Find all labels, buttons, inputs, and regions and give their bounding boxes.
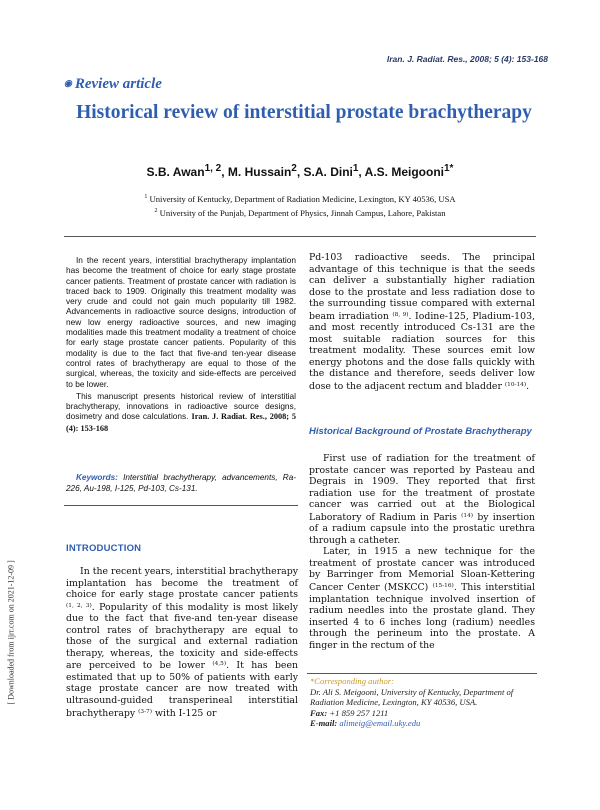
body-paragraph — [309, 453, 535, 546]
citation: (3-7) — [138, 708, 152, 715]
body-text: . Popularity of this modality is most likely due to the fact that five-and ten-year disease control rates of brachytherapy are equal to those of the surgical and external radiation therapy, whereas, the toxicity and side-effects are perceived to be lower — [66, 601, 298, 672]
body-text: Later, in 1915 a new technique for the treatment of prostate cancer was introduced by Barringer from Memorial Sloan-Kettering Cancer Center (MSKCC) — [309, 546, 535, 594]
page-title: Historical review of interstitial prostate brachytherapy — [76, 102, 532, 123]
keywords-label: Keywords: — [76, 473, 118, 482]
author: S.A. Dini — [303, 165, 353, 179]
body-paragraph — [309, 546, 535, 651]
fax-label: Fax: — [310, 707, 328, 718]
body-text: . — [526, 381, 530, 393]
body-text: In the recent years, interstitial brachytherapy implantation has become the treatment of choice for early stage prostate cancer patients — [66, 566, 298, 601]
introduction-text — [66, 566, 298, 719]
affiliation-number: 1 — [144, 194, 148, 201]
bullet-icon: ◉ — [64, 78, 72, 88]
abstract-text: This manuscript presents historical review of interstitial brachytherapy, innovations in radioactive source designs, dosimetry and dose calculations. — [66, 390, 296, 422]
affiliation — [0, 208, 600, 218]
author-affiliation-mark: 1, 2 — [204, 163, 222, 174]
body-text: . It has been estimated that up to 50% of patients with early stage prostate cancer are now treated with ultrasound-guided transperineal interstitial brachytherapy — [66, 660, 298, 719]
body-text: by insertion of a radium capsule into the prostatic urethra through a catheter. — [309, 511, 535, 546]
keywords-text: Interstitial brachytherapy, advancements, Ra-226, Au-198, I-125, Pd-103, Cs-131. — [66, 473, 296, 493]
abstract-divider — [64, 505, 298, 506]
keywords — [66, 473, 296, 494]
author-affiliation-mark: 1 — [352, 163, 359, 174]
corresponding-author — [310, 676, 534, 729]
footnote-divider — [307, 673, 537, 674]
body-paragraph — [66, 566, 298, 719]
body-text: . This interstitial implantation technique involved insertion of radium needles into the prostate gland. They inserted 4 to 6 inches long (radium) needles through the perineum into the prostate. A finger in the rectum of the — [309, 582, 535, 651]
author: S.B. Awan — [146, 165, 205, 179]
article-type — [64, 76, 162, 93]
abstract — [66, 255, 296, 436]
body-text: First use of radiation for the treatment of prostate cancer was reported by Pasteau and Degrais in 1909. They reported that first radiation use for the treatment of prostate cancer was carried out at the Biological Laboratory of Radium in Paris — [309, 453, 535, 523]
journal-reference: Iran. J. Radiat. Res., 2008; 5 (4): 153-168 — [386, 54, 548, 64]
abstract-citation: Iran. J. Radiat. Res., 2008; 5 (4): 153-168 — [66, 412, 296, 433]
citation: (10-14) — [504, 382, 527, 389]
author: M. Hussain — [227, 165, 292, 179]
author-affiliation-mark: 2 — [291, 163, 297, 174]
section-heading-history: Historical Background of Prostate Brachytherapy — [309, 426, 532, 437]
affiliation-text: University of the Punjab, Department of Physics, Jinnah Campus, Lahore, Pakistan — [159, 208, 446, 218]
download-watermark: [ Downloaded from ijrr.com on 2021-12-09 ] — [6, 560, 16, 705]
history-text — [309, 453, 535, 651]
affiliation-text: University of Kentucky, Department of Radiation Medicine, Lexington, KY 40536, USA — [149, 194, 456, 204]
body-text: . Iodine-125, Pladium-103, and most recently introduced Cs-131 are the most suitable radiation sources for this treatment modality. These sources emit low energy photons and the dose falls quickly with the distance and therefore, seeds deliver low dose to the adjacent rectum and bladder — [309, 310, 535, 393]
citation: (8, 9) — [392, 311, 409, 318]
body-paragraph — [309, 252, 535, 393]
fax-number: +1 859 257 1211 — [327, 707, 389, 718]
author-list: S.B. Awan$^{1, 2}$, M. Hussain$^2$, S.A. Dini$^1$, A.S. Meigooni$^{1*}$ — [146, 163, 454, 179]
abstract-paragraph: In the recent years, interstitial brachytherapy implantation has become the treatment of choice for early stage prostate cancer patients. Treatment of prostate cancer with radiation is traced back to 1909. Originally this treatment modality was very crude and could not gain much popularity till 1982. Advancements in radioactive source designs, introduction of new low energy radioactive sources, and new imaging modalities made this treatment modality a treatment of choice for early stage prostate cancer patients. Popularity of this modality is due to the fact that five-and ten-year disease control rates of brachytherapy are equal to those of the surgical, whereas, the toxicity and side-effects are perceived to be lower. — [66, 255, 296, 389]
article-type-label: Review article — [74, 76, 162, 92]
header-divider — [64, 236, 536, 237]
body-text: with I-125 or — [151, 707, 217, 719]
email-link[interactable]: alimeig@email.uky.edu — [337, 718, 421, 728]
body-text: Pd-103 radioactive seeds. The principal advantage of this technique is that the seeds can deliver a substantially higher radiation dose to the prostate and less radiation dose to the surrounding tissue compared with external beam irradiation — [309, 252, 535, 322]
column-2-continuation — [309, 252, 535, 393]
email-label: E-mail: — [310, 718, 338, 728]
correspondence-address: Dr. Ali S. Meigooni, University of Kentucky, Department of Radiation Medicine, Lexington, KY 40536, USA. — [310, 686, 514, 707]
abstract-paragraph — [66, 391, 296, 434]
author: A.S. Meigooni — [364, 165, 444, 179]
affiliation — [0, 194, 600, 204]
citation: (1, 2, 3) — [66, 602, 92, 609]
citation: (15-16) — [432, 583, 454, 590]
affiliation-number: 2 — [154, 208, 158, 215]
citation: (4,5) — [212, 661, 227, 668]
correspondence-email — [310, 718, 534, 729]
section-heading-introduction: INTRODUCTION — [66, 543, 142, 554]
citation: (14) — [461, 512, 474, 519]
correspondence-fax — [310, 708, 534, 719]
author-affiliation-mark: 1* — [444, 163, 454, 174]
correspondence-heading: *Corresponding author: — [310, 676, 394, 686]
